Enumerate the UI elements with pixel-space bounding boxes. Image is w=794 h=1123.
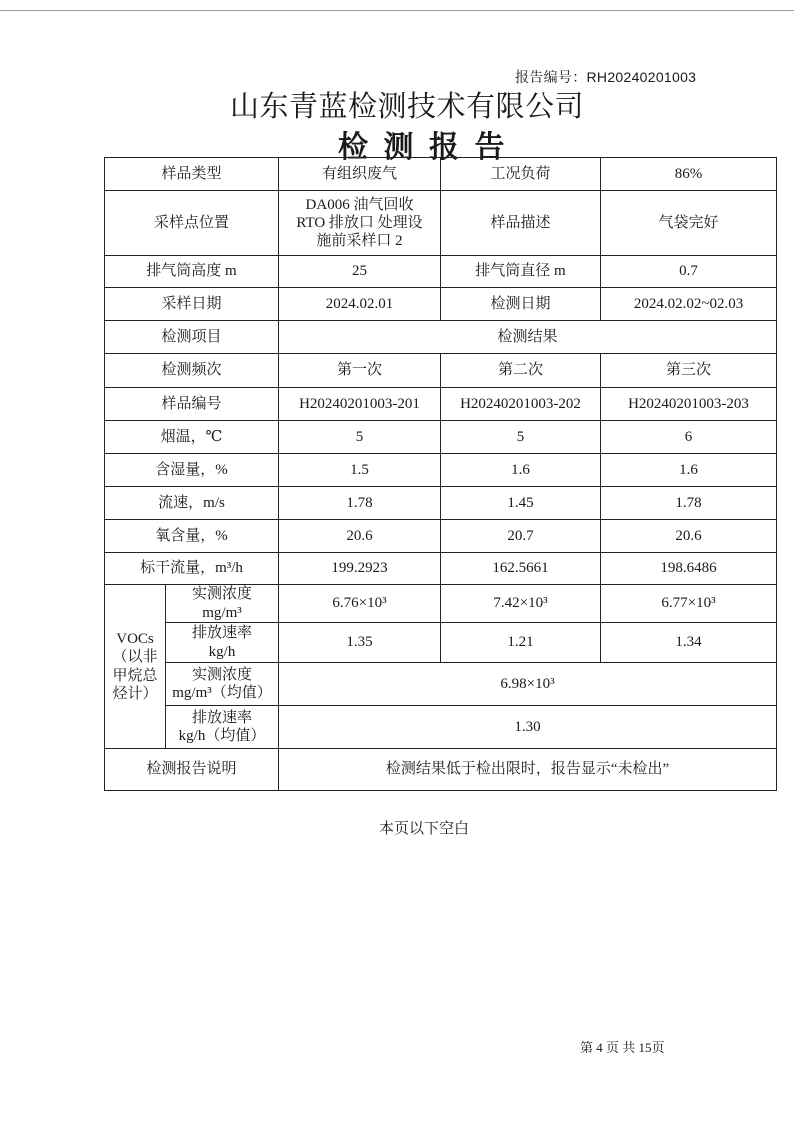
table-row: [105, 421, 777, 454]
sample-type-value: 有组织废气: [279, 158, 441, 191]
top-border-line: [0, 10, 794, 11]
test-result-header: 检测结果: [279, 321, 777, 354]
label-line: mg/m³（均值）: [172, 685, 272, 701]
vocs-label-line: 烃计）: [112, 685, 158, 702]
table-row: [105, 158, 777, 191]
measurement-value: 1.6: [601, 454, 777, 487]
table-row: [105, 256, 777, 288]
frequency-2: 第二次: [441, 354, 601, 388]
sample-no-3: H20240201003-203: [601, 388, 777, 421]
measurement-value: 1.6: [441, 454, 601, 487]
measurement-label: 氧含量，%: [105, 520, 279, 553]
sample-no-label: 样品编号: [105, 388, 279, 421]
vocs-concentration-value: 6.77×10³: [601, 585, 777, 623]
vocs-label-line: VOCs: [116, 630, 154, 647]
page-number: 第 4 页 共 15页: [580, 1040, 665, 1055]
sampling-point-value: [279, 191, 441, 256]
sampling-point-line: 施前采样口 2: [316, 233, 403, 250]
stack-height-label: 排气筒高度 m: [105, 256, 279, 288]
sampling-date-label: 采样日期: [105, 288, 279, 321]
report-number: 报告编号：RH20240201003: [515, 69, 697, 85]
stack-diameter-label: 排气筒直径 m: [441, 256, 601, 288]
load-value: 86%: [601, 158, 777, 191]
table-row: [105, 487, 777, 520]
measurement-value: 1.5: [279, 454, 441, 487]
table-row: [105, 706, 777, 749]
vocs-label-line: （以非: [112, 649, 158, 666]
vocs-concentration-value: 7.42×10³: [441, 585, 601, 623]
test-date-value: 2024.02.02~02.03: [601, 288, 777, 321]
label-line: kg/h: [208, 643, 236, 660]
document-title: 检 测 报 告: [338, 131, 509, 164]
frequency-1: 第一次: [279, 354, 441, 388]
measurement-value: 6: [601, 421, 777, 454]
sampling-date-value: 2024.02.01: [279, 288, 441, 321]
test-date-label: 检测日期: [441, 288, 601, 321]
measurement-label: 标干流量，m³/h: [105, 553, 279, 585]
vocs-label-line: 甲烷总: [112, 667, 158, 684]
measurement-label: 烟温，℃: [105, 421, 279, 454]
measurement-value: 20.6: [279, 520, 441, 553]
table-row: [105, 520, 777, 553]
measurement-label: 流速，m/s: [105, 487, 279, 520]
measurement-value: 1.78: [279, 487, 441, 520]
table-row: [105, 191, 777, 256]
sample-desc-label: 样品描述: [441, 191, 601, 256]
measurement-value: 5: [441, 421, 601, 454]
label-line: 排放速率: [192, 709, 253, 726]
blank-below-note: 本页以下空白: [379, 821, 470, 837]
table-row: [105, 354, 777, 388]
measurement-value: 199.2923: [279, 553, 441, 585]
report-note-label: 检测报告说明: [105, 749, 279, 791]
sample-no-1: H20240201003-201: [279, 388, 441, 421]
table-row: [105, 749, 777, 791]
vocs-emission-rate-value: 1.34: [601, 623, 777, 663]
sampling-point-line: RTO 排放口 处理设: [296, 214, 423, 231]
table-row: [105, 388, 777, 421]
measurement-value: 1.45: [441, 487, 601, 520]
table-row: [105, 288, 777, 321]
sample-type-label: 样品类型: [105, 158, 279, 191]
table-row: [105, 454, 777, 487]
label-line: mg/m³: [202, 604, 242, 621]
table-row: [105, 553, 777, 585]
vocs-emission-rate-avg-label: [166, 706, 279, 749]
test-report-table: [104, 157, 777, 791]
vocs-concentration-value: 6.76×10³: [279, 585, 441, 623]
stack-diameter-value: 0.7: [601, 256, 777, 288]
frequency-3: 第三次: [601, 354, 777, 388]
load-label: 工况负荷: [441, 158, 601, 191]
vocs-concentration-avg-label: [166, 663, 279, 706]
measurement-value: 1.78: [601, 487, 777, 520]
measurement-value: 20.7: [441, 520, 601, 553]
label-line: 排放速率: [192, 625, 253, 642]
measurement-value: 5: [279, 421, 441, 454]
measurement-value: 198.6486: [601, 553, 777, 585]
measurement-value: 20.6: [601, 520, 777, 553]
table-row: [105, 585, 777, 623]
vocs-emission-rate-value: 1.21: [441, 623, 601, 663]
label-line: 实测浓度: [192, 586, 253, 603]
table-row: [105, 663, 777, 706]
sample-desc-value: 气袋完好: [601, 191, 777, 256]
table-row: [105, 623, 777, 663]
test-item-header: 检测项目: [105, 321, 279, 354]
vocs-emission-rate-value: 1.35: [279, 623, 441, 663]
table-row: [105, 321, 777, 354]
vocs-group-label: [105, 585, 166, 749]
sample-no-2: H20240201003-202: [441, 388, 601, 421]
vocs-emission-rate-avg-value: 1.30: [279, 706, 777, 749]
stack-height-value: 25: [279, 256, 441, 288]
sampling-point-label: 采样点位置: [105, 191, 279, 256]
measurement-value: 162.5661: [441, 553, 601, 585]
measurement-label: 含湿量，%: [105, 454, 279, 487]
vocs-emission-rate-label: [166, 623, 279, 663]
frequency-label: 检测频次: [105, 354, 279, 388]
report-note-value: 检测结果低于检出限时，报告显示“未检出”: [279, 749, 777, 791]
company-name: 山东青蓝检测技术有限公司: [230, 91, 585, 123]
vocs-concentration-avg-value: 6.98×10³: [279, 663, 777, 706]
label-line: 实测浓度: [192, 666, 253, 683]
label-line: kg/h（均值）: [178, 728, 266, 744]
vocs-concentration-label: [166, 585, 279, 623]
sampling-point-line: DA006 油气回收: [305, 196, 414, 213]
